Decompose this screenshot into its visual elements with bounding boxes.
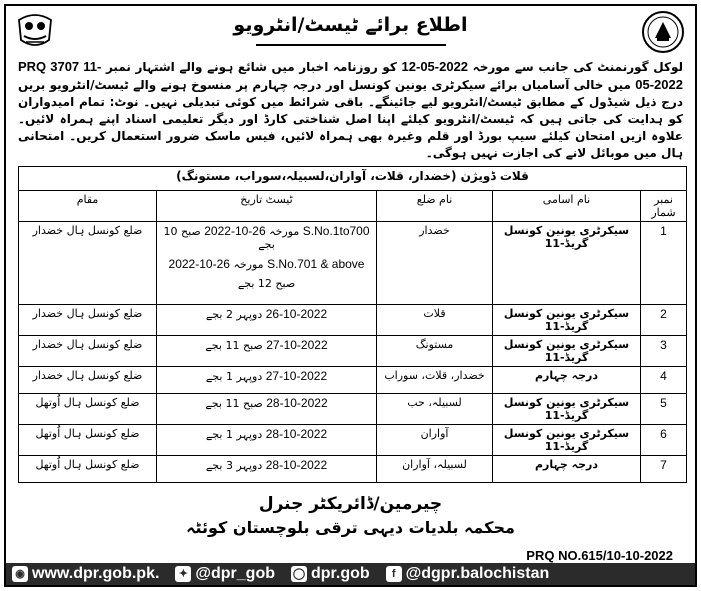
division-row [19, 167, 687, 191]
cell-post: سیکرٹری یونین کونسل گریڈ-11 [493, 394, 641, 425]
cell-post: سیکرٹری یونین کونسل گریڈ-11 [493, 305, 641, 336]
date-1: 26-10-2022 [204, 224, 266, 238]
intro-text-4: تمام امیدواران کو ہدایت کی جاتی ہیں کہ ٹیسٹ/انٹرویو کیلئے اپنا اصل شناختی کارڈ اور دیگر تعلیمی اسناد اپنے ہمراہ لائیں۔ علاوہ ازیں امتحان کیلئے سیپ بورڈ اور قلم وغیرہ بھی ہمراہ لائیں، فیس ماسک ضرور استعمال کریں۔ امتحانی ہال میں موبائل لانے کی اجازت نہیں ہوگی۔ [18, 95, 683, 160]
cell-post: سیکرٹری یونین کونسل گریڈ-11 [493, 336, 641, 367]
time: دوپہر 1 بجے [205, 370, 263, 383]
cell-serial: 2 [641, 305, 687, 336]
instagram-handle: dpr.gob [311, 565, 370, 582]
cell-serial: 7 [641, 456, 687, 483]
time: دوپہر 3 بجے [205, 459, 263, 472]
globe-icon: ◉ [12, 566, 28, 582]
cell-district: خضدار [377, 222, 493, 305]
contact-footer [6, 563, 695, 585]
date: 28-10-2022 [266, 396, 328, 410]
cell-test-date [157, 425, 377, 456]
notice-title: اطلاع برائے ٹیسٹ/انٹرویو [233, 14, 468, 36]
advertisement-number: PRQ 3707 11-05-2022 [18, 59, 683, 92]
time: صبح 11 بجے [205, 339, 263, 352]
facebook-icon: f [386, 566, 402, 582]
cell-venue: ضلع کونسل ہال اُوتھل [19, 425, 157, 456]
header-district: نام ضلع [377, 191, 493, 222]
cell-post: درجہ چہارم [493, 367, 641, 394]
cell-venue: ضلع کونسل ہال اُوتھل [19, 456, 157, 483]
range-1: S.No.1to700 [302, 224, 370, 238]
cell-venue: ضلع کونسل ہال اُوتھل [19, 394, 157, 425]
signatory-title: چیرمین/ڈائریکٹر جنرل [258, 494, 443, 514]
table-header-row [19, 191, 687, 222]
cell-serial: 6 [641, 425, 687, 456]
date: 27-10-2022 [265, 369, 328, 383]
cell-district: لسبیلہ، حب [377, 394, 493, 425]
cell-post: سیکرٹری یونین کونسل گریڈ-11 [493, 222, 641, 305]
title-underline [256, 44, 446, 46]
date-2: 26-10-2022 [168, 257, 230, 271]
cell-venue: ضلع کونسل ہال خضدار [19, 222, 157, 305]
signatory-department: محکمہ بلدیات دیہی ترقی بلوچستان کوئٹہ [186, 518, 515, 537]
instagram-icon: ◯ [292, 568, 306, 580]
range-2: S.No.701 & above [267, 257, 365, 271]
cell-venue: ضلع کونسل ہال خضدار [19, 367, 157, 394]
cell-test-date [157, 394, 377, 425]
cell-test-date [157, 222, 377, 305]
facebook-handle: @dgpr.balochistan [405, 565, 550, 582]
cell-district: آواران [377, 425, 493, 456]
twitter-link[interactable] [175, 565, 275, 583]
intro-text-3: میں خالی آسامیاں برائے سیکرٹری یونین کونسل اور درجہ چہارم پر منسوخ ہونے والے ٹیسٹ/انٹرویو بریں درج ذیل شیڈول کے مطابق ٹیسٹ/انٹرویو لیے جائینگے۔ باقی شرائط میں کوئی تبدیلی نہیں۔ نوٹ: [18, 78, 683, 109]
dated-label: مورخہ [233, 258, 264, 271]
facebook-link[interactable] [386, 565, 550, 583]
notice-body [18, 58, 683, 162]
cell-test-date [157, 336, 377, 367]
time: دوپہر 1 بجے [205, 428, 263, 441]
time: صبح 11 بجے [205, 397, 263, 410]
department-seal-icon [641, 10, 685, 54]
schedule-table [18, 166, 687, 483]
date: 28-10-2022 [265, 427, 328, 441]
cell-venue: ضلع کونسل ہال خضدار [19, 305, 157, 336]
website-link[interactable] [12, 565, 159, 583]
date: 26-10-2022 [265, 307, 328, 321]
header-serial: نمبر شمار [641, 191, 687, 222]
cell-serial: 5 [641, 394, 687, 425]
cell-post: درجہ چہارم [493, 456, 641, 483]
table-row [19, 367, 687, 394]
header-venue: مقام [19, 191, 157, 222]
time-1: صبح 10 بجے [163, 225, 275, 251]
cell-district: مستونگ [377, 336, 493, 367]
instagram-link[interactable] [291, 565, 370, 583]
cell-district: لسبیلہ، آواران [377, 456, 493, 483]
date: 27-10-2022 [266, 338, 328, 352]
cell-test-date [157, 305, 377, 336]
cell-district: قلات [377, 305, 493, 336]
twitter-handle: @dpr_gob [195, 565, 275, 582]
twitter-icon: ✦ [175, 566, 191, 582]
cell-serial: 4 [641, 367, 687, 394]
published-date: 12-05-2022 [401, 59, 469, 74]
advertisement-page [4, 4, 697, 587]
cell-district: خضدار، قلات، سوراب [377, 367, 493, 394]
time: دوپہر 2 بجے [205, 308, 263, 321]
header-test-date: ٹیسٹ تاریخ [157, 191, 377, 222]
date: 28-10-2022 [265, 458, 328, 472]
table-row [19, 336, 687, 367]
table-row [19, 425, 687, 456]
division-heading: قلات ڈویژن (خضدار، قلات، آواران،لسبیلہ،سوراب، مستونگ) [19, 167, 687, 191]
prq-number: PRQ NO.615/10-10-2022 [526, 548, 673, 563]
cell-serial: 1 [641, 222, 687, 305]
cell-post: سیکرٹری یونین کونسل گریڈ-11 [493, 425, 641, 456]
table-row [19, 456, 687, 483]
table-row [19, 394, 687, 425]
header-post: نام اسامی [493, 191, 641, 222]
cell-venue: ضلع کونسل ہال خضدار [19, 336, 157, 367]
dated-label: مورخہ [269, 225, 300, 238]
cell-test-date [157, 367, 377, 394]
intro-text-1: لوکل گورنمنٹ کی جانب سے مورخہ [472, 60, 683, 74]
time-2: صبح 12 بجے [237, 277, 296, 290]
intro-text-2: کو روزنامہ اخبار میں شائع ہونے والے اشتہار نمبر [105, 60, 397, 74]
table-row [19, 222, 687, 305]
table-row [19, 305, 687, 336]
cell-test-date [157, 456, 377, 483]
website-text: www.dpr.gob.pk. [32, 565, 160, 582]
cell-serial: 3 [641, 336, 687, 367]
